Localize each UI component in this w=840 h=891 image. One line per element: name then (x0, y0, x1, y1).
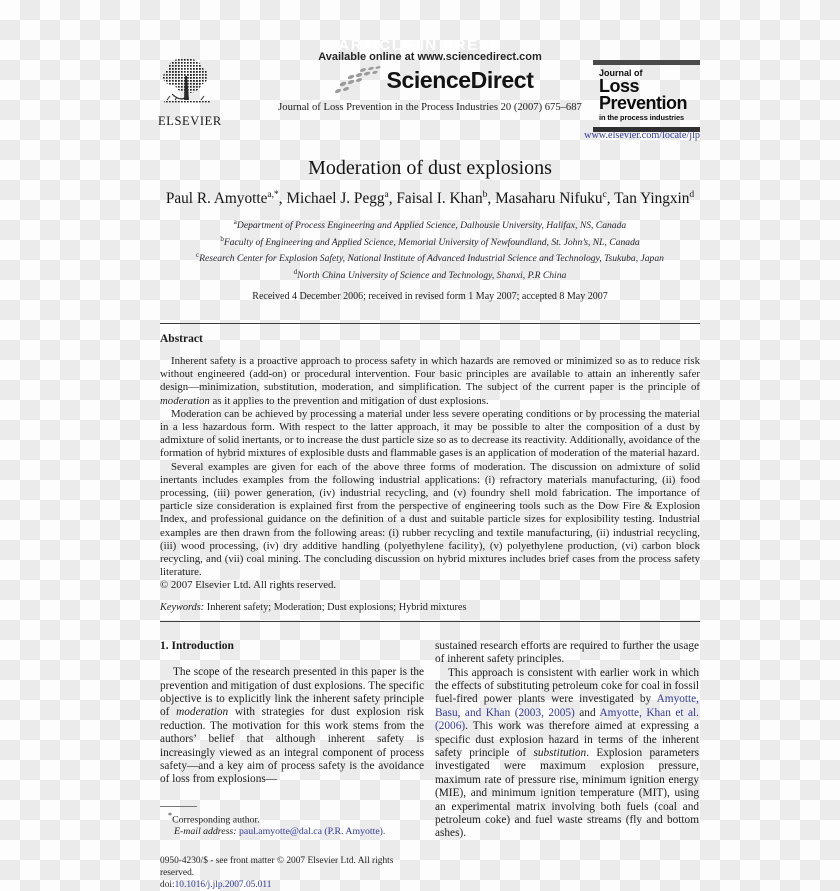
body-paragraph: sustained research efforts are required to further the usage of inherent safety principles. (435, 639, 699, 666)
received-dates: Received 4 December 2006; received in revised form 1 May 2007; accepted 8 May 2007 (252, 291, 608, 303)
elsevier-wordmark: ELSEVIER (158, 114, 222, 128)
author (396, 190, 495, 207)
keywords-label: Keywords: (160, 601, 205, 613)
author-name: Michael J. Pegg (286, 190, 385, 208)
author (495, 190, 614, 207)
abstract-paragraph: Moderation can be achieved by processing a material under less severe operating conditions or by processing the material in a less hazardous form. With respect to the latter approach, it may be possible to alter the composition of a dust by admixture of solid inertants, or to increase the dust particle size so as to decrease its reactivity. Additionally, avoidance of the formation of hybrid mixtures of explosible dusts and flammable gases is an application of moderation of the material hazard. (160, 407, 700, 460)
affiliation: $^d$North China University of Science and Technology, Shanxi, P.R China (293, 267, 567, 281)
copyright-line: © 2007 Elsevier Ltd. All rights reserved. (160, 579, 337, 592)
intro-paragraph: The scope of the research presented in this paper is the prevention and mitigation of dust explosions. The specific objective is to explicitly link the inherent safety principle of moderation with strategies for dust explosion risk reduction. The motivation for this work stems from the authors’ belief that although inherent safety is increasingly viewed as an integral component of process safety—and a key aim of process safety is the avoidance of loss from explosions— (160, 666, 424, 786)
article-in-press-banner: ARTICLE IN PRESS (338, 37, 502, 54)
affiliation-list (160, 216, 700, 282)
header-center (265, 51, 595, 113)
issn-line: 0950-4230/$ - see front matter © 2007 Elsevier Ltd. All rights reserved. (160, 856, 394, 879)
page-header (160, 50, 700, 153)
author-separator: , (388, 190, 397, 208)
corresponding-author-note: *Corresponding author. (168, 810, 260, 826)
sciencedirect-logo[interactable] (265, 65, 595, 95)
affiliation: $^b$Faculty of Engineering and Applied Science, Memorial University of Newfoundland, St. John’s, NL, Canada (220, 234, 640, 248)
author-sup: a,* (267, 190, 279, 200)
author-separator: , (278, 190, 287, 208)
cover-line-3: Prevention (599, 93, 688, 114)
author-list (160, 190, 700, 208)
author-name: Tan Yingxin (614, 190, 690, 208)
author-separator: , (487, 190, 496, 208)
doi-link[interactable]: 10.1016/j.jlp.2007.05.011 (174, 880, 272, 891)
author-name: Paul R. Amyotte (165, 190, 268, 208)
journal-cover (593, 60, 700, 132)
footnote-block (160, 806, 424, 839)
citation-link[interactable]: Amyotte, Khan et al. (2006) (435, 706, 699, 733)
affiliation: $^a$Department of Process Engineering and Applied Science, Dalhousie University, Halifax, NS, Canada (233, 218, 627, 232)
affiliation: $^c$Research Center for Explosion Safety, National Institute of Advanced Industrial Science and Technology, Tsukuba, Japan (196, 251, 664, 265)
body-columns (160, 640, 700, 891)
author-name: Faisal I. Khan (396, 190, 483, 208)
keywords-line (160, 602, 700, 613)
italic-term: moderation (160, 394, 210, 407)
sciencedirect-dots-icon (327, 65, 385, 95)
body-paragraph: This approach is consistent with earlier work in which the effects of substituting petroleum coke for coal in fossil fuel-fired power plants were investigated by Amyotte, Basu, and Khan (2003, 2005) and Amyotte, Khan et al. (2006). This work was therefore aimed at expressing a specific dust explosion hazard in terms of the inherent safety principle of substitution. Explosion parameters investigated were maximum explosion pressure, maximum rate of pressure rise, minimum ignition energy (MIE), and minimum ignition temperature (MIT), using an experimental matrix involving both fuels (coal and petroleum coke) and fuel waste streams (fly and bottom ashes). (435, 666, 699, 840)
page-title: Moderation of dust explosions (308, 157, 552, 179)
elsevier-tree-icon (160, 56, 214, 108)
italic-term: substitution (533, 746, 587, 759)
author-name: Masaharu Nifuku (495, 190, 603, 208)
journal-citation: Journal of Loss Prevention in the Process Industries 20 (2007) 675–687 (278, 102, 582, 113)
author-sup: d (689, 190, 695, 200)
abstract-section (160, 333, 700, 613)
abstract-paragraph: Inherent safety is a proactive approach to process safety in which hazards are removed or minimized so as to reduce risk without engineered (add-on) or procedural intervention. Four basic principles are available to attain an inherently safer design—minimization, substitution, moderation, and simplification. The subject of the current paper is the principle of moderation as it applies to the prevention and mitigation of dust explosions. (160, 355, 700, 407)
author-separator: , (606, 190, 615, 208)
elsevier-logo (158, 56, 222, 129)
author-sup: b (482, 190, 488, 200)
doi-label: doi: (160, 880, 175, 891)
doi-line (160, 879, 424, 891)
author (614, 190, 694, 207)
abstract-top-rule (160, 323, 700, 324)
left-column (160, 640, 424, 891)
italic-term: moderation (176, 706, 229, 719)
email-link[interactable]: paul.amyotte@dal.ca (236, 826, 322, 838)
author (166, 190, 287, 207)
section-heading-introduction: 1. Introduction (160, 639, 234, 652)
keywords-value: Inherent safety; Moderation; Dust explosions; Hybrid mixtures (204, 601, 467, 613)
email-label: E-mail address: (174, 826, 237, 838)
cover-line-4: in the process industries (599, 113, 684, 123)
cover-line-2: Loss (599, 76, 640, 96)
author-sup: c (602, 190, 607, 200)
footnote-star: * (168, 810, 173, 820)
cover-line-1: Journal of (599, 68, 643, 78)
paper-page (160, 0, 700, 891)
sciencedirect-wordmark: ScienceDirect (386, 66, 534, 93)
right-column (435, 640, 699, 891)
footnote-rule (160, 806, 197, 807)
email-line (160, 826, 424, 838)
email-suffix: (P.R. Amyotte). (321, 826, 386, 838)
author (286, 190, 396, 207)
abstract-heading: Abstract (160, 333, 203, 346)
available-online-text[interactable]: Available online at www.sciencedirect.com (318, 51, 542, 63)
journal-footer (160, 855, 424, 891)
author-sup: a (384, 190, 389, 200)
elsevier-locate-link[interactable]: www.elsevier.com/locate/jlp (584, 130, 700, 141)
keywords-bottom-rule (160, 621, 700, 622)
abstract-paragraph: Several examples are given for each of the above three forms of moderation. The discussion on admixture of solid inertants includes examples from the following industrial applications: (i) refractory materials manufacturing, (ii) food processing, (iii) power generation, (iv) industrial recycling, and (v) foundry shell mold fabrication. The importance of particle size consideration is explained first from the perspective of engineering tools such as the Dow Fire & Explosion Index, and professional guidance on the definition of a dust and suitable particle sizes for explosibility testing. Industrial examples are then drawn from the following areas: (i) rubber recycling and textile manufacturing, (ii) industrial recycling, (iii) wood processing, (iv) dry additive handling (polyethylene facility), (v) polyethylene production, (vi) carbon block recycling, and (vii) coal mining. The concluding discussion on hybrid mixtures includes brief cases from the process safety literature. (160, 460, 700, 579)
citation-link[interactable]: Amyotte, Basu, and Khan (2003, 2005) (435, 693, 699, 719)
